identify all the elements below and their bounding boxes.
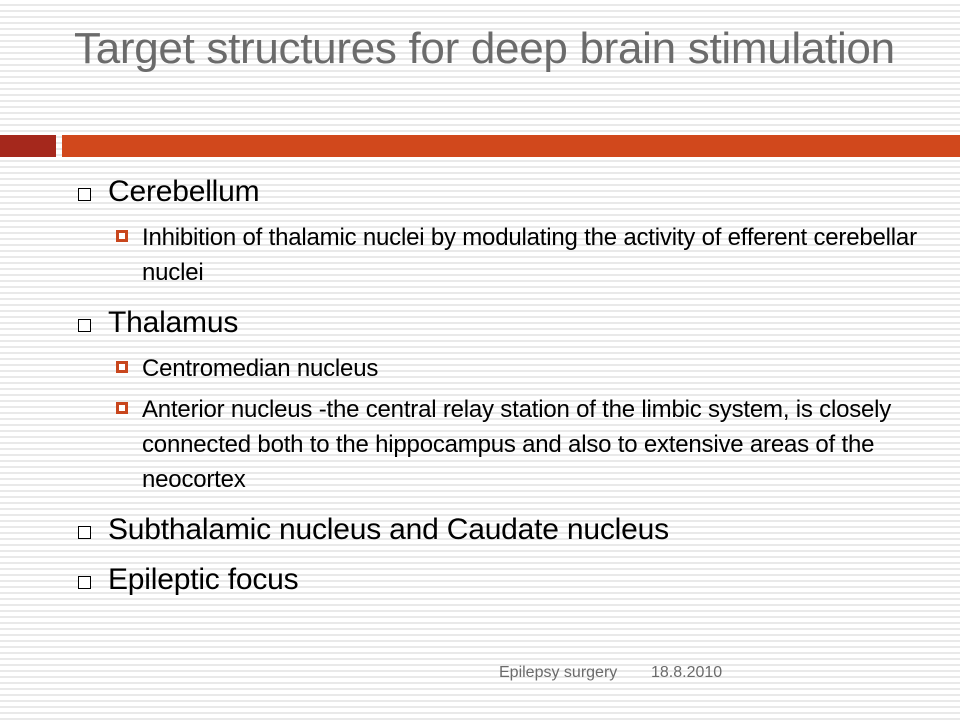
bullet-thalamus [76, 301, 936, 345]
footer-date: 18.8.2010 [651, 664, 723, 681]
hollow-square-icon [78, 319, 91, 332]
hollow-square-icon [78, 188, 91, 201]
sub-bullet-text: Centromedian nucleus [142, 355, 379, 382]
bullet-subthalamic-label: Subthalamic nucleus and Caudate nucleus [108, 513, 669, 546]
sub-bullet-cerebellum-inhibition [76, 220, 936, 290]
orange-square-bullet-icon [116, 402, 128, 414]
sub-bullet-text: Anterior nucleus -the central relay station of the limbic system, is closely connected both to the hippocampus and also to extensive areas of the neocortex [142, 396, 892, 493]
bullet-list [76, 170, 936, 602]
bullet-cerebellum [76, 170, 936, 214]
accent-bar-right [62, 135, 960, 157]
sub-bullet-centromedian [76, 351, 936, 386]
bullet-subthalamic [76, 508, 936, 552]
bullet-epileptic-focus [76, 558, 936, 602]
orange-square-bullet-icon [116, 361, 128, 373]
sub-bullet-text: Inhibition of thalamic nuclei by modulating the activity of efferent cerebellar nuclei [142, 224, 917, 286]
slide-title: Target structures for deep brain stimulation [74, 24, 895, 73]
orange-square-bullet-icon [116, 230, 128, 242]
bullet-thalamus-label: Thalamus [108, 306, 239, 339]
accent-bar-left [0, 135, 56, 157]
footer-text: Epilepsy surgery [499, 664, 618, 681]
hollow-square-icon [78, 526, 91, 539]
bullet-epileptic-label: Epileptic focus [108, 563, 299, 596]
bullet-cerebellum-label: Cerebellum [108, 175, 260, 208]
sub-bullet-anterior-nucleus [76, 392, 936, 497]
hollow-square-icon [78, 576, 91, 589]
